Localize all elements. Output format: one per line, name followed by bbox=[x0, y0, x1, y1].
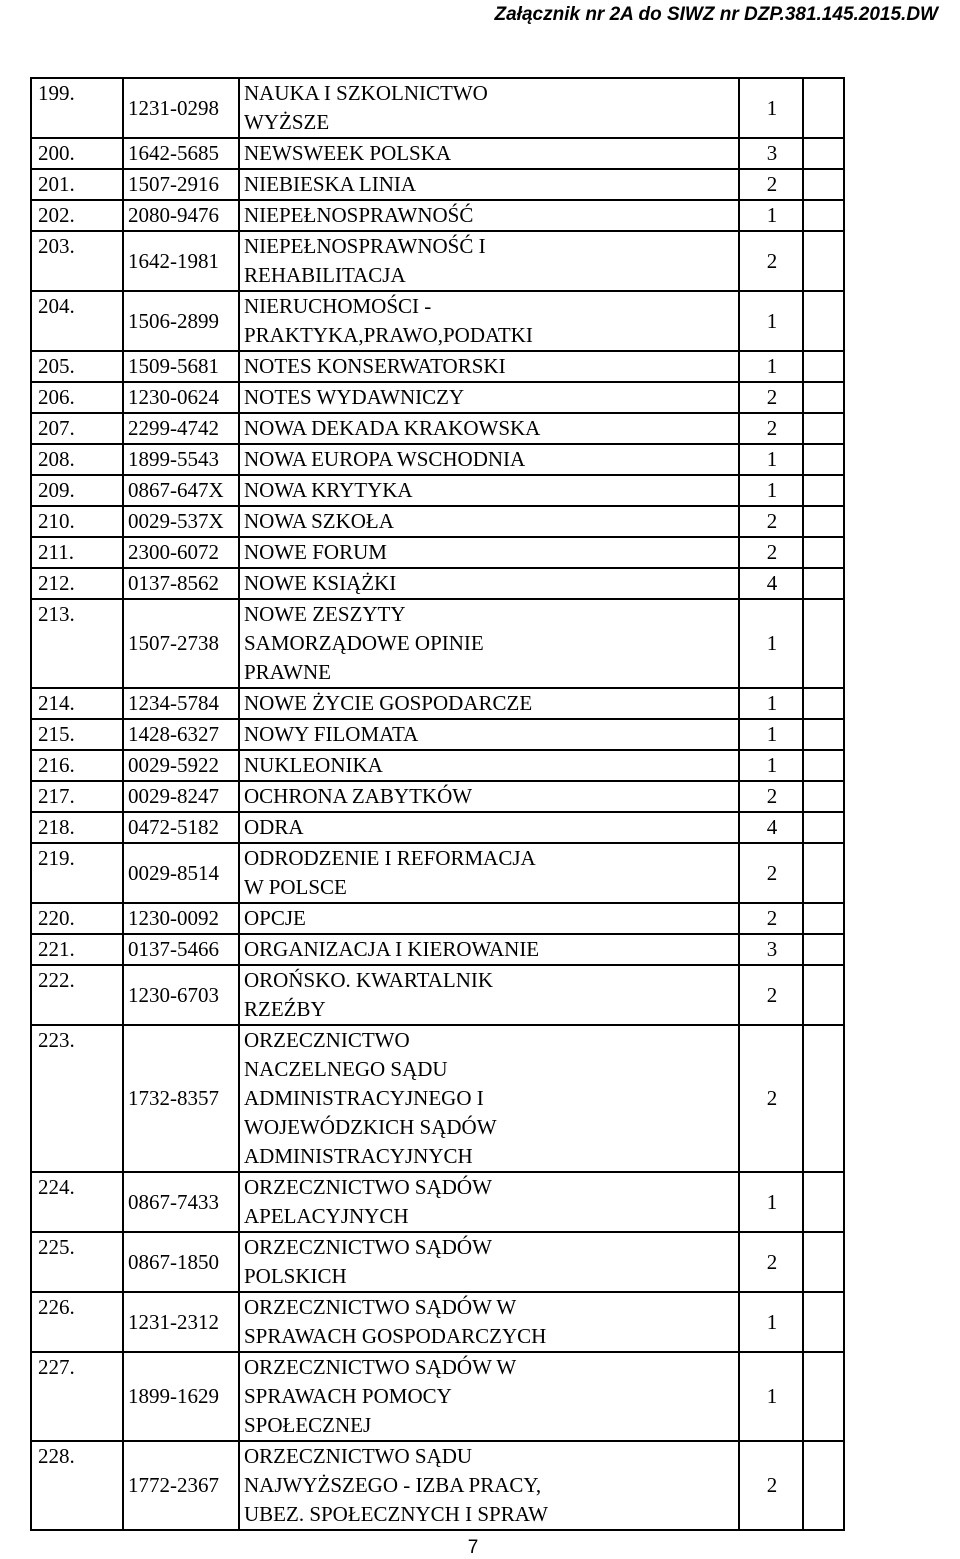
table-row bbox=[31, 903, 844, 934]
empty-cell bbox=[803, 965, 844, 1025]
quantity-cell: 1 bbox=[739, 291, 803, 351]
table-row bbox=[31, 291, 844, 351]
page-number: 7 bbox=[467, 1537, 479, 1558]
row-number-cell: 212. bbox=[31, 568, 123, 599]
title-cell: ORZECZNICTWO SĄDÓW W SPRAWACH GOSPODARCZYCH bbox=[239, 1292, 739, 1352]
table-row bbox=[31, 169, 844, 200]
issn-cell: 1732-8357 bbox=[123, 1025, 239, 1172]
table-row bbox=[31, 1172, 844, 1232]
title-cell: NOWE ZESZYTY SAMORZĄDOWE OPINIE PRAWNE bbox=[239, 599, 739, 688]
issn-cell: 0867-7433 bbox=[123, 1172, 239, 1232]
issn-cell: 1507-2916 bbox=[123, 169, 239, 200]
issn-cell: 1772-2367 bbox=[123, 1441, 239, 1530]
table-row bbox=[31, 688, 844, 719]
issn-cell: 2300-6072 bbox=[123, 537, 239, 568]
quantity-cell: 1 bbox=[739, 351, 803, 382]
row-number-cell: 223. bbox=[31, 1025, 123, 1172]
row-number-cell: 207. bbox=[31, 413, 123, 444]
row-number-cell: 219. bbox=[31, 843, 123, 903]
empty-cell bbox=[803, 599, 844, 688]
quantity-cell: 2 bbox=[739, 506, 803, 537]
row-number-cell: 215. bbox=[31, 719, 123, 750]
empty-cell bbox=[803, 719, 844, 750]
table-row bbox=[31, 934, 844, 965]
empty-cell bbox=[803, 506, 844, 537]
title-cell: NAUKA I SZKOLNICTWO WYŻSZE bbox=[239, 78, 739, 138]
row-number-cell: 228. bbox=[31, 1441, 123, 1530]
empty-cell bbox=[803, 1352, 844, 1441]
table-row bbox=[31, 719, 844, 750]
row-number-cell: 221. bbox=[31, 934, 123, 965]
row-number-cell: 213. bbox=[31, 599, 123, 688]
quantity-cell: 1 bbox=[739, 475, 803, 506]
title-cell: ODRODZENIE I REFORMACJA W POLSCE bbox=[239, 843, 739, 903]
issn-cell: 1231-0298 bbox=[123, 78, 239, 138]
table-row bbox=[31, 444, 844, 475]
table-row bbox=[31, 568, 844, 599]
issn-cell: 0137-5466 bbox=[123, 934, 239, 965]
empty-cell bbox=[803, 291, 844, 351]
table-row bbox=[31, 1232, 844, 1292]
quantity-cell: 1 bbox=[739, 688, 803, 719]
row-number-cell: 222. bbox=[31, 965, 123, 1025]
issn-cell: 0029-5922 bbox=[123, 750, 239, 781]
table-row bbox=[31, 1025, 844, 1172]
issn-cell: 1230-0624 bbox=[123, 382, 239, 413]
quantity-cell: 2 bbox=[739, 1025, 803, 1172]
table-row bbox=[31, 138, 844, 169]
title-cell: ORZECZNICTWO NACZELNEGO SĄDU ADMINISTRACYJNEGO I WOJEWÓDZKICH SĄDÓW ADMINISTRACYJNYCH bbox=[239, 1025, 739, 1172]
quantity-cell: 2 bbox=[739, 1232, 803, 1292]
quantity-cell: 1 bbox=[739, 444, 803, 475]
table-row bbox=[31, 1352, 844, 1441]
table-body bbox=[31, 78, 844, 1530]
row-number-cell: 211. bbox=[31, 537, 123, 568]
row-number-cell: 214. bbox=[31, 688, 123, 719]
quantity-cell: 2 bbox=[739, 1441, 803, 1530]
empty-cell bbox=[803, 934, 844, 965]
empty-cell bbox=[803, 1441, 844, 1530]
title-cell: ORGANIZACJA I KIEROWANIE bbox=[239, 934, 739, 965]
title-cell: NOWE FORUM bbox=[239, 537, 739, 568]
row-number-cell: 209. bbox=[31, 475, 123, 506]
table-row bbox=[31, 750, 844, 781]
empty-cell bbox=[803, 843, 844, 903]
title-cell: OCHRONA ZABYTKÓW bbox=[239, 781, 739, 812]
table-row bbox=[31, 965, 844, 1025]
table-row bbox=[31, 200, 844, 231]
quantity-cell: 2 bbox=[739, 781, 803, 812]
title-cell: ORZECZNICTWO SĄDÓW APELACYJNYCH bbox=[239, 1172, 739, 1232]
row-number-cell: 205. bbox=[31, 351, 123, 382]
row-number-cell: 202. bbox=[31, 200, 123, 231]
title-cell: NEWSWEEK POLSKA bbox=[239, 138, 739, 169]
empty-cell bbox=[803, 1025, 844, 1172]
empty-cell bbox=[803, 200, 844, 231]
quantity-cell: 1 bbox=[739, 750, 803, 781]
quantity-cell: 3 bbox=[739, 934, 803, 965]
empty-cell bbox=[803, 78, 844, 138]
row-number-cell: 225. bbox=[31, 1232, 123, 1292]
document-header: Załącznik nr 2A do SIWZ nr DZP.381.145.2015.DW bbox=[494, 4, 938, 25]
quantity-cell: 4 bbox=[739, 568, 803, 599]
issn-cell: 1230-6703 bbox=[123, 965, 239, 1025]
empty-cell bbox=[803, 413, 844, 444]
issn-cell: 0472-5182 bbox=[123, 812, 239, 843]
row-number-cell: 200. bbox=[31, 138, 123, 169]
quantity-cell: 1 bbox=[739, 200, 803, 231]
table-row bbox=[31, 413, 844, 444]
issn-cell: 2080-9476 bbox=[123, 200, 239, 231]
row-number-cell: 210. bbox=[31, 506, 123, 537]
title-cell: NOTES WYDAWNICZY bbox=[239, 382, 739, 413]
row-number-cell: 227. bbox=[31, 1352, 123, 1441]
quantity-cell: 2 bbox=[739, 382, 803, 413]
row-number-cell: 220. bbox=[31, 903, 123, 934]
title-cell: ORZECZNICTWO SĄDÓW POLSKICH bbox=[239, 1232, 739, 1292]
title-cell: OPCJE bbox=[239, 903, 739, 934]
issn-cell: 1642-5685 bbox=[123, 138, 239, 169]
issn-cell: 0867-1850 bbox=[123, 1232, 239, 1292]
quantity-cell: 1 bbox=[739, 1352, 803, 1441]
issn-cell: 1899-5543 bbox=[123, 444, 239, 475]
empty-cell bbox=[803, 1292, 844, 1352]
title-cell: NOWE KSIĄŻKI bbox=[239, 568, 739, 599]
row-number-cell: 224. bbox=[31, 1172, 123, 1232]
row-number-cell: 218. bbox=[31, 812, 123, 843]
row-number-cell: 216. bbox=[31, 750, 123, 781]
title-cell: NOWE ŻYCIE GOSPODARCZE bbox=[239, 688, 739, 719]
row-number-cell: 203. bbox=[31, 231, 123, 291]
quantity-cell: 3 bbox=[739, 138, 803, 169]
issn-cell: 2299-4742 bbox=[123, 413, 239, 444]
quantity-cell: 1 bbox=[739, 719, 803, 750]
title-cell: ORZECZNICTWO SĄDÓW W SPRAWACH POMOCY SPOŁECZNEJ bbox=[239, 1352, 739, 1441]
quantity-cell: 1 bbox=[739, 599, 803, 688]
row-number-cell: 217. bbox=[31, 781, 123, 812]
quantity-cell: 1 bbox=[739, 1172, 803, 1232]
issn-cell: 0029-8247 bbox=[123, 781, 239, 812]
empty-cell bbox=[803, 231, 844, 291]
title-cell: ORZECZNICTWO SĄDU NAJWYŻSZEGO - IZBA PRACY, UBEZ. SPOŁECZNYCH I SPRAW bbox=[239, 1441, 739, 1530]
quantity-cell: 1 bbox=[739, 1292, 803, 1352]
issn-cell: 1507-2738 bbox=[123, 599, 239, 688]
title-cell: NOTES KONSERWATORSKI bbox=[239, 351, 739, 382]
periodicals-table bbox=[30, 77, 845, 1531]
row-number-cell: 199. bbox=[31, 78, 123, 138]
empty-cell bbox=[803, 688, 844, 719]
quantity-cell: 2 bbox=[739, 169, 803, 200]
quantity-cell: 2 bbox=[739, 903, 803, 934]
row-number-cell: 206. bbox=[31, 382, 123, 413]
empty-cell bbox=[803, 138, 844, 169]
table-row bbox=[31, 506, 844, 537]
quantity-cell: 2 bbox=[739, 231, 803, 291]
empty-cell bbox=[803, 903, 844, 934]
quantity-cell: 2 bbox=[739, 413, 803, 444]
title-cell: OROŃSKO. KWARTALNIK RZEŹBY bbox=[239, 965, 739, 1025]
empty-cell bbox=[803, 537, 844, 568]
issn-cell: 1234-5784 bbox=[123, 688, 239, 719]
issn-cell: 1231-2312 bbox=[123, 1292, 239, 1352]
empty-cell bbox=[803, 444, 844, 475]
title-cell: NIEBIESKA LINIA bbox=[239, 169, 739, 200]
table-row bbox=[31, 475, 844, 506]
title-cell: NIEPEŁNOSPRAWNOŚĆ bbox=[239, 200, 739, 231]
table-row bbox=[31, 843, 844, 903]
issn-cell: 0867-647X bbox=[123, 475, 239, 506]
quantity-cell: 2 bbox=[739, 537, 803, 568]
issn-cell: 0029-8514 bbox=[123, 843, 239, 903]
title-cell: NOWA DEKADA KRAKOWSKA bbox=[239, 413, 739, 444]
table-row bbox=[31, 537, 844, 568]
quantity-cell: 2 bbox=[739, 843, 803, 903]
table-row bbox=[31, 599, 844, 688]
table-row bbox=[31, 231, 844, 291]
quantity-cell: 4 bbox=[739, 812, 803, 843]
empty-cell bbox=[803, 750, 844, 781]
title-cell: NOWY FILOMATA bbox=[239, 719, 739, 750]
issn-cell: 1642-1981 bbox=[123, 231, 239, 291]
title-cell: NOWA SZKOŁA bbox=[239, 506, 739, 537]
title-cell: NUKLEONIKA bbox=[239, 750, 739, 781]
quantity-cell: 1 bbox=[739, 78, 803, 138]
empty-cell bbox=[803, 1172, 844, 1232]
table-row bbox=[31, 1441, 844, 1530]
issn-cell: 0137-8562 bbox=[123, 568, 239, 599]
empty-cell bbox=[803, 382, 844, 413]
title-cell: NOWA KRYTYKA bbox=[239, 475, 739, 506]
empty-cell bbox=[803, 351, 844, 382]
title-cell: NOWA EUROPA WSCHODNIA bbox=[239, 444, 739, 475]
issn-cell: 1509-5681 bbox=[123, 351, 239, 382]
empty-cell bbox=[803, 781, 844, 812]
row-number-cell: 226. bbox=[31, 1292, 123, 1352]
title-cell: ODRA bbox=[239, 812, 739, 843]
quantity-cell: 2 bbox=[739, 965, 803, 1025]
row-number-cell: 208. bbox=[31, 444, 123, 475]
issn-cell: 1230-0092 bbox=[123, 903, 239, 934]
table-row bbox=[31, 781, 844, 812]
row-number-cell: 204. bbox=[31, 291, 123, 351]
title-cell: NIERUCHOMOŚCI - PRAKTYKA,PRAWO,PODATKI bbox=[239, 291, 739, 351]
table-row bbox=[31, 382, 844, 413]
empty-cell bbox=[803, 812, 844, 843]
issn-cell: 1506-2899 bbox=[123, 291, 239, 351]
empty-cell bbox=[803, 475, 844, 506]
table-row bbox=[31, 78, 844, 138]
title-cell: NIEPEŁNOSPRAWNOŚĆ I REHABILITACJA bbox=[239, 231, 739, 291]
empty-cell bbox=[803, 568, 844, 599]
table-row bbox=[31, 812, 844, 843]
issn-cell: 1899-1629 bbox=[123, 1352, 239, 1441]
table-row bbox=[31, 1292, 844, 1352]
table-row bbox=[31, 351, 844, 382]
empty-cell bbox=[803, 1232, 844, 1292]
empty-cell bbox=[803, 169, 844, 200]
row-number-cell: 201. bbox=[31, 169, 123, 200]
issn-cell: 0029-537X bbox=[123, 506, 239, 537]
issn-cell: 1428-6327 bbox=[123, 719, 239, 750]
